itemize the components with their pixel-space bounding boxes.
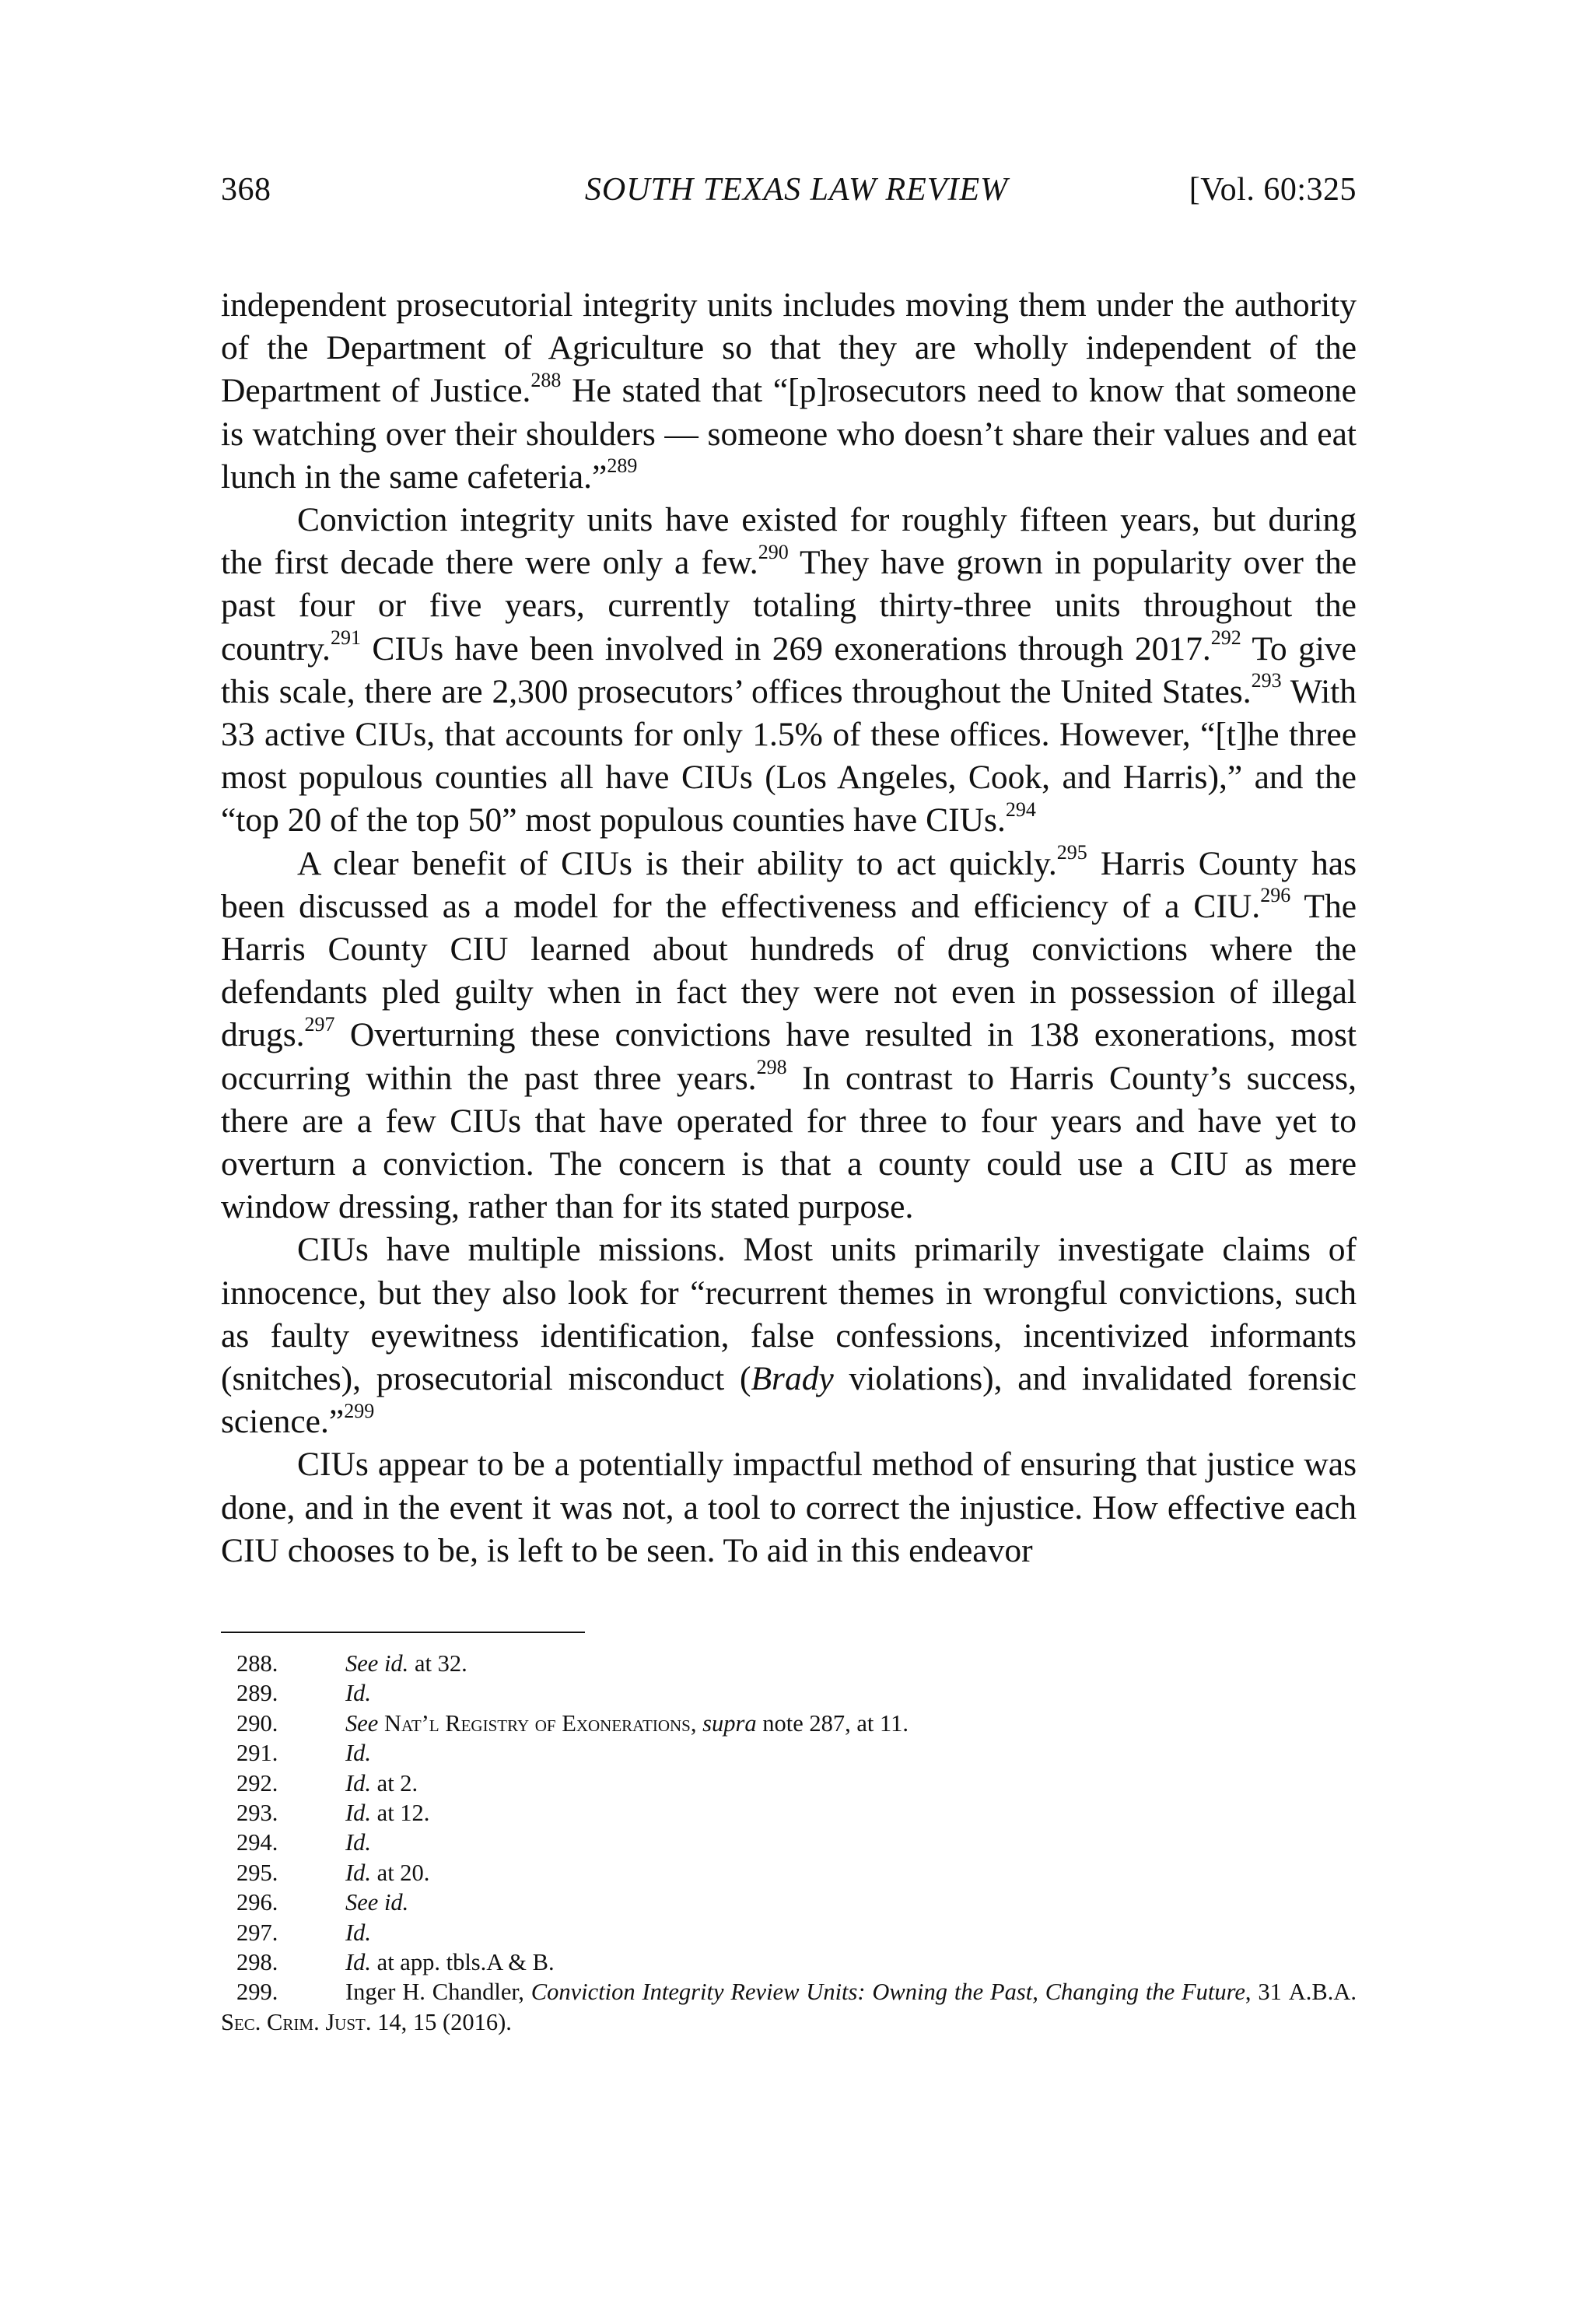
citation-text: at 12. <box>371 1800 430 1827</box>
running-header-journal-title: SOUTH TEXAS LAW REVIEW <box>584 172 1009 208</box>
footnote-ref[interactable]: 294 <box>1005 797 1036 821</box>
citation-signal: Id. <box>345 1740 372 1767</box>
paragraph-text: Harris County has been discussed as a model for the effectiveness and efficiency of a CIU. <box>221 844 1357 925</box>
paragraph-text: CIUs appear to be a potentially impactful method of ensuring that justice was done, and in the event it was not, a tool to correct the injustice. How effective each CIU chooses to be, is left to be seen. To aid in this endeavor <box>221 1446 1357 1569</box>
paragraph-text: A clear benefit of CIUs is their ability to act quickly. <box>297 844 1057 882</box>
paragraph-text: The Harris County CIU learned about hundreds of drug convictions where the defendants pled guilty when in fact they were not even in possession of illegal drugs. <box>221 887 1357 1054</box>
body-text <box>221 284 1357 1572</box>
citation-author: Inger H. Chandler, <box>345 1979 531 2006</box>
footnote-number: 297. <box>236 1919 278 1946</box>
footnote-299 <box>221 1977 1357 2037</box>
citation-signal: See id. <box>345 1650 409 1677</box>
citation-text: note 287, at 11. <box>756 1709 909 1737</box>
citation-signal: Id. <box>345 1800 372 1827</box>
footnote-number: 291. <box>236 1740 278 1767</box>
footnote-296 <box>221 1888 1357 1917</box>
case-name-italic: Brady <box>751 1360 834 1398</box>
footnote-number: 292. <box>236 1769 278 1796</box>
paragraph-text: independent prosecutorial integrity units includes moving them under the authority of the Department of Agriculture so that they are wholly independent of the Department of Justice. <box>221 286 1357 410</box>
citation-text: at 2. <box>371 1769 418 1796</box>
paragraph-text: Overturning these convictions have resulted in 138 exonerations, most occurring within the past three years. <box>221 1016 1357 1097</box>
footnote-ref[interactable]: 297 <box>304 1012 335 1036</box>
citation-signal: Id. <box>345 1829 372 1856</box>
citation-text: 14, 15 (2016). <box>371 2008 512 2035</box>
citation-signal: Id. <box>345 1949 372 1976</box>
footnote-ref[interactable]: 288 <box>530 368 562 391</box>
footnote-ref[interactable]: 292 <box>1210 626 1241 650</box>
footnote-293 <box>221 1798 1357 1828</box>
footnote-288 <box>221 1649 1357 1678</box>
paragraph-text: Conviction integrity units have existed for roughly fifteen years, but during the first decade there were only a few. <box>221 501 1357 582</box>
body-paragraph <box>221 1229 1357 1443</box>
footnote-298 <box>221 1947 1357 1977</box>
footnote-number: 288. <box>236 1650 278 1677</box>
footnote-290 <box>221 1709 1357 1738</box>
footnote-ref[interactable]: 289 <box>607 454 638 478</box>
footnote-294 <box>221 1828 1357 1857</box>
paragraph-text: They have grown in popularity over the past four or five years, currently totaling thirty-three units throughout the country. <box>221 544 1357 668</box>
citation-signal: Id. <box>345 1859 372 1886</box>
body-paragraph <box>221 284 1357 499</box>
footnote-ref[interactable]: 291 <box>330 626 361 650</box>
citation-signal: Id. <box>345 1769 372 1796</box>
citation-source: Nat’l Registry of Exonerations, <box>378 1709 703 1737</box>
footnote-297 <box>221 1918 1357 1947</box>
citation-signal: supra <box>702 1709 757 1737</box>
footnote-ref[interactable]: 295 <box>1056 841 1087 864</box>
footnote-divider <box>221 1632 585 1633</box>
footnote-number: 290. <box>236 1709 278 1737</box>
paragraph-text: To give this scale, there are 2,300 prosecutors’ offices throughout the United States. <box>221 629 1357 710</box>
paragraph-text: He stated that “[p]rosecutors need to know that someone is watching over their shoulders — someone who doesn’t share their values and eat lunch in the same cafeteria.” <box>221 372 1357 496</box>
footnote-295 <box>221 1858 1357 1888</box>
citation-title: Conviction Integrity Review Units: Owning the Past, Changing the Future <box>530 1979 1245 2006</box>
footnote-ref[interactable]: 293 <box>1251 669 1282 692</box>
citation-text: at 20. <box>371 1859 430 1886</box>
footnotes <box>221 1649 1357 2037</box>
footnote-number: 298. <box>236 1949 278 1976</box>
paragraph-text: CIUs have been involved in 269 exonerations through 2017. <box>360 629 1211 668</box>
body-paragraph <box>221 1443 1357 1572</box>
footnote-number: 289. <box>236 1680 278 1707</box>
footnote-number: 299. <box>236 1979 278 2006</box>
footnote-number: 293. <box>236 1800 278 1827</box>
body-paragraph <box>221 499 1357 843</box>
paragraph-text: In contrast to Harris County’s success, there are a few CIUs that have operated for three to four years and have yet to overturn a conviction. The concern is that a county could use a CIU as mere window dressing, rather than for its stated purpose. <box>221 1059 1357 1226</box>
footnote-ref[interactable]: 296 <box>1260 884 1291 907</box>
footnote-292 <box>221 1768 1357 1798</box>
footnote-ref[interactable]: 290 <box>758 540 789 563</box>
paragraph-text: With 33 active CIUs, that accounts for only 1.5% of these offices. However, “[t]he three most populous counties all have CIUs (Los Angeles, Cook, and Harris),” and the “top 20 of the top 50” most populous counties have CIUs. <box>221 672 1357 840</box>
citation-text: at app. tbls.A & B. <box>371 1949 555 1976</box>
citation-signal: See id. <box>345 1889 409 1916</box>
citation-text: , 31 <box>1245 1979 1289 2006</box>
running-header-volume: [Vol. 60:325 <box>1189 172 1357 208</box>
footnote-number: 296. <box>236 1889 278 1916</box>
footnote-number: 295. <box>236 1859 278 1886</box>
citation-signal: Id. <box>345 1680 372 1707</box>
paragraph-text: violations), and invalidated forensic science.” <box>221 1360 1357 1441</box>
body-paragraph <box>221 843 1357 1229</box>
footnote-number: 294. <box>236 1829 278 1856</box>
paragraph-text: CIUs have multiple missions. Most units primarily investigate claims of innocence, but they also look for “recurrent themes in wrongful convictions, such as faulty eyewitness identification, false confessions, incentivized informants (snitches), prosecutorial misconduct ( <box>221 1231 1357 1398</box>
page-number: 368 <box>221 172 271 208</box>
footnote-ref[interactable]: 298 <box>756 1056 787 1079</box>
citation-source: A.B.A. Sec. Crim. Just. <box>221 1979 1357 2035</box>
citation-text: at 32. <box>408 1650 467 1677</box>
footnote-289 <box>221 1678 1357 1708</box>
footnote-291 <box>221 1738 1357 1768</box>
footnote-ref[interactable]: 299 <box>344 1399 375 1422</box>
citation-signal: See <box>345 1709 379 1737</box>
citation-signal: Id. <box>345 1919 372 1946</box>
